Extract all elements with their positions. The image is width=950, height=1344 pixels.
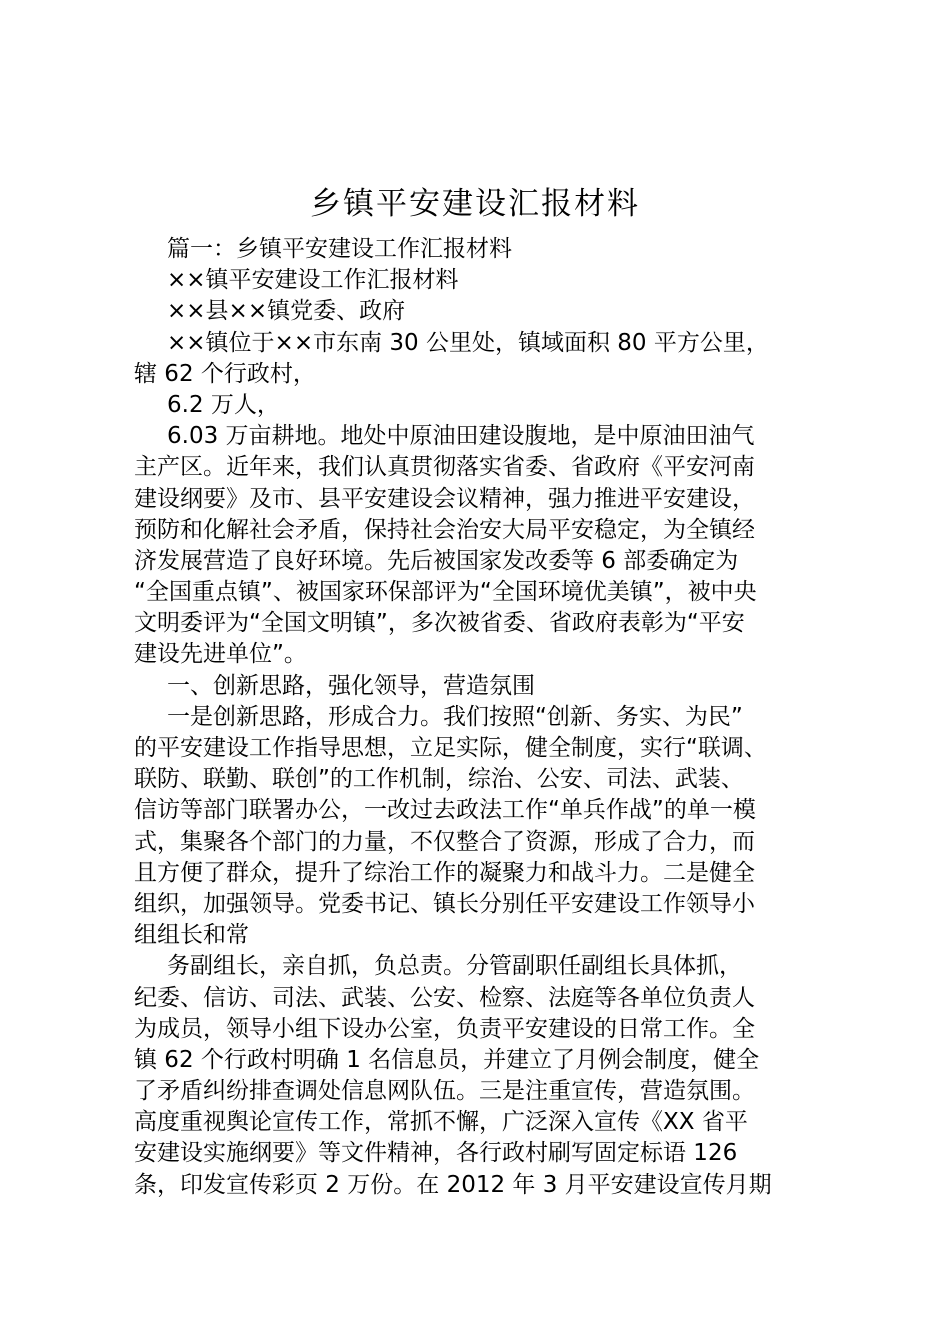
text-line: 组组长和常 <box>134 922 249 949</box>
text-line: 联防、联勤、联创”的工作机制，综治、公安、司法、武装、 <box>134 766 744 793</box>
text-line: 建设纲要》及市、县平安建设会议精神，强力推进平安建设， <box>134 485 755 512</box>
document-title: 乡镇平安建设汇报材料 <box>310 186 640 222</box>
document-body <box>134 234 824 1201</box>
text-line: 信访等部门联署办公，一改过去政法工作“单兵作战”的单一模 <box>134 797 756 824</box>
text-line: 务副组长，亲自抓，负总责。分管副职任副组长具体抓， <box>167 953 742 980</box>
text-line: 式，集聚各个部门的力量，不仅整合了资源，形成了合力，而 <box>134 828 755 855</box>
text-line: 组织，加强领导。党委书记、镇长分别任平安建设工作领导小 <box>134 890 755 917</box>
text-line: 篇一：乡镇平安建设工作汇报材料 <box>167 236 512 262</box>
text-line: 且方便了群众，提升了综治工作的凝聚力和战斗力。二是健全 <box>134 859 755 886</box>
text-line: ××镇平安建设工作汇报材料 <box>167 267 459 294</box>
text-line: ××县××镇党委、政府 <box>167 298 406 325</box>
text-line: 条，印发宣传彩页 2 万份。在 2012 年 3 月平安建设宣传月期 <box>134 1171 772 1198</box>
text-line: 为成员，领导小组下设办公室，负责平安建设的日常工作。全 <box>134 1015 755 1042</box>
text-line: 6.2 万人， <box>167 391 280 418</box>
text-line: 镇 62 个行政村明确 1 名信息员，并建立了月例会制度，健全 <box>134 1046 760 1073</box>
text-line: 主产区。近年来，我们认真贯彻落实省委、省政府《平安河南 <box>134 454 755 481</box>
text-line: 文明委评为“全国文明镇”，多次被省委、省政府表彰为“平安 <box>134 610 745 637</box>
text-line: “全国重点镇”、被国家环保部评为“全国环境优美镇”，被中央 <box>134 579 757 606</box>
text-line: 济发展营造了良好环境。先后被国家发改委等 6 部委确定为 <box>134 547 739 574</box>
text-line: 6.03 万亩耕地。地处中原油田建设腹地，是中原油田油气 <box>167 423 755 450</box>
text-line: 一是创新思路，形成合力。我们按照“创新、务实、为民” <box>167 703 743 730</box>
text-line: 了矛盾纠纷排查调处信息网队伍。三是注重宣传，营造氛围。 <box>134 1078 755 1105</box>
text-line: 安建设实施纲要》等文件精神，各行政村刷写固定标语 126 <box>134 1140 738 1167</box>
text-line: 辖 62 个行政村， <box>134 360 316 387</box>
text-line: 建设先进单位”。 <box>134 641 307 668</box>
text-line: 纪委、信访、司法、武装、公安、检察、法庭等各单位负责人 <box>134 984 755 1011</box>
text-line: 高度重视舆论宣传工作，常抓不懈，广泛深入宣传《XX 省平 <box>134 1109 748 1136</box>
text-line: 的平安建设工作指导思想，立足实际，健全制度，实行“联调、 <box>134 735 767 761</box>
text-line: ××镇位于××市东南 30 公里处，镇域面积 80 平方公里， <box>167 329 769 356</box>
text-line: 一、创新思路，强化领导，营造氛围 <box>167 672 535 699</box>
text-line: 预防和化解社会矛盾，保持社会治安大局平安稳定，为全镇经 <box>134 516 755 543</box>
